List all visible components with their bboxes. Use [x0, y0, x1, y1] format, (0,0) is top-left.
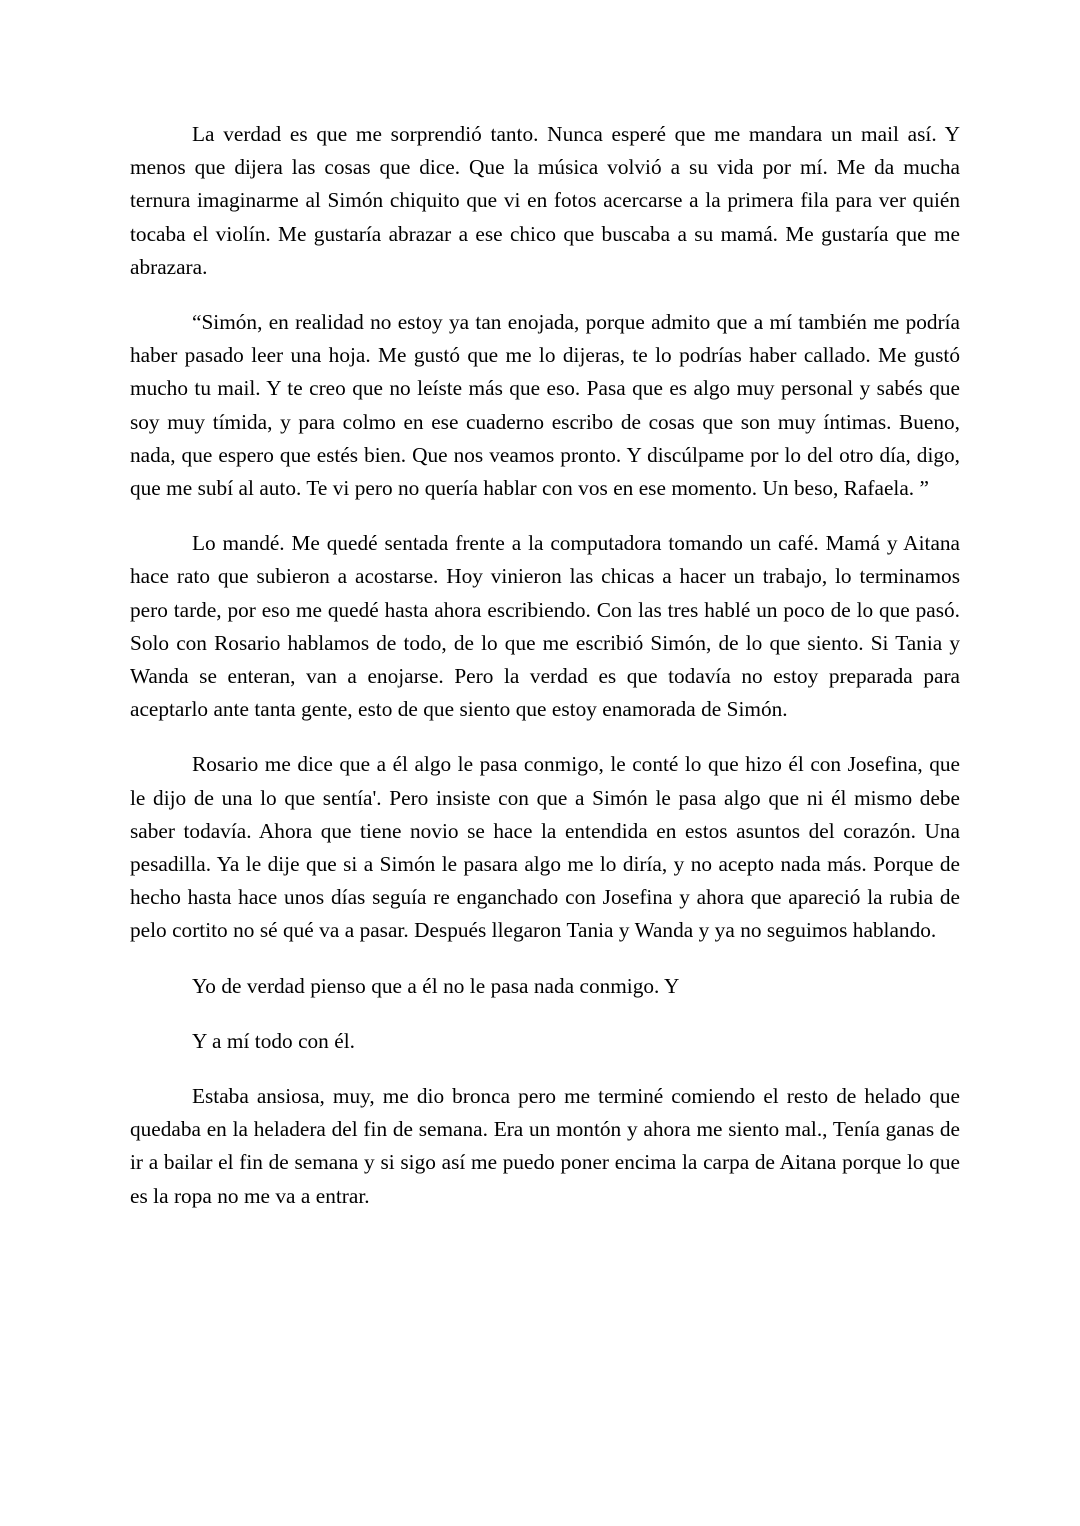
paragraph-6: Y a mí todo con él.: [192, 1028, 355, 1053]
text-column: [130, 118, 960, 1213]
paragraph-7: Estaba ansiosa, muy, me dio bronca pero me terminé comiendo el resto de helado que quedaba en la heladera del fin de semana. Era un montón y ahora me siento mal., Tenía ganas de ir a bailar el fin de semana y si sigo así me puedo poner encima la carpa de Aitana porque lo que es la ropa no me va a entrar.: [130, 1084, 960, 1208]
paragraph-4: Rosario me dice que a él algo le pasa conmigo, le conté lo que hizo él con Josefina, que le dijo de una lo que sentía'. Pero insiste con que a Simón le pasa algo que ni él mismo debe saber todavía. Ahora que tiene novio se hace la entendida en estos asuntos del corazón. Una pesadilla. Ya le dije que si a Simón le pasara algo me lo diría, y no acepto nada más. Porque de hecho hasta hace unos días seguía re enganchado con Josefina y ahora que apareció la rubia de pelo cortito no sé qué va a pasar. Después llegaron Tania y Wanda y ya no seguimos hablando.: [130, 752, 960, 943]
paragraph-2-quoted-email: “Simón, en realidad no estoy ya tan enojada, porque admito que a mí también me podría haber pasado leer una hoja. Me gustó que me lo dijeras, te lo podrías haber callado. Me gustó mucho tu mail. Y te creo que no leíste más que eso. Pasa que es algo muy personal y sabés que soy muy tímida, y para colmo en ese cuaderno escribo de cosas que son muy íntimas. Bueno, nada, que espero que estés bien. Que nos veamos pronto. Y discúlpame por lo del otro día, digo, que me subí al auto. Te vi pero no quería hablar con vos en ese momento. Un beso, Rafaela. ”: [130, 310, 960, 501]
paragraph-1: La verdad es que me sorprendió tanto. Nunca esperé que me mandara un mail así. Y menos que dijera las cosas que dice. Que la música volvió a su vida por mí. Me da mucha ternura imaginarme al Simón chiquito que vi en fotos acercarse a la primera fila para ver quién tocaba el violín. Me gustaría abrazar a ese chico que buscaba a su mamá. Me gustaría que me abrazara.: [130, 122, 960, 279]
paragraph-5: Yo de verdad pienso que a él no le pasa nada conmigo. Y: [192, 973, 680, 998]
paragraph-3: Lo mandé. Me quedé sentada frente a la computadora tomando un café. Mamá y Aitana hace rato que subieron a acostarse. Hoy vinieron las chicas a hacer un trabajo, lo terminamos pero tarde, por eso me quedé hasta ahora escribiendo. Con las tres hablé un poco de lo que pasó. Solo con Rosario hablamos de todo, de lo que me escribió Simón, de lo que siento. Si Tania y Wanda se enteran, van a enojarse. Pero la verdad es que todavía no estoy preparada para aceptarlo ante tanta gente, esto de que siento que estoy enamorada de Simón.: [130, 531, 960, 722]
